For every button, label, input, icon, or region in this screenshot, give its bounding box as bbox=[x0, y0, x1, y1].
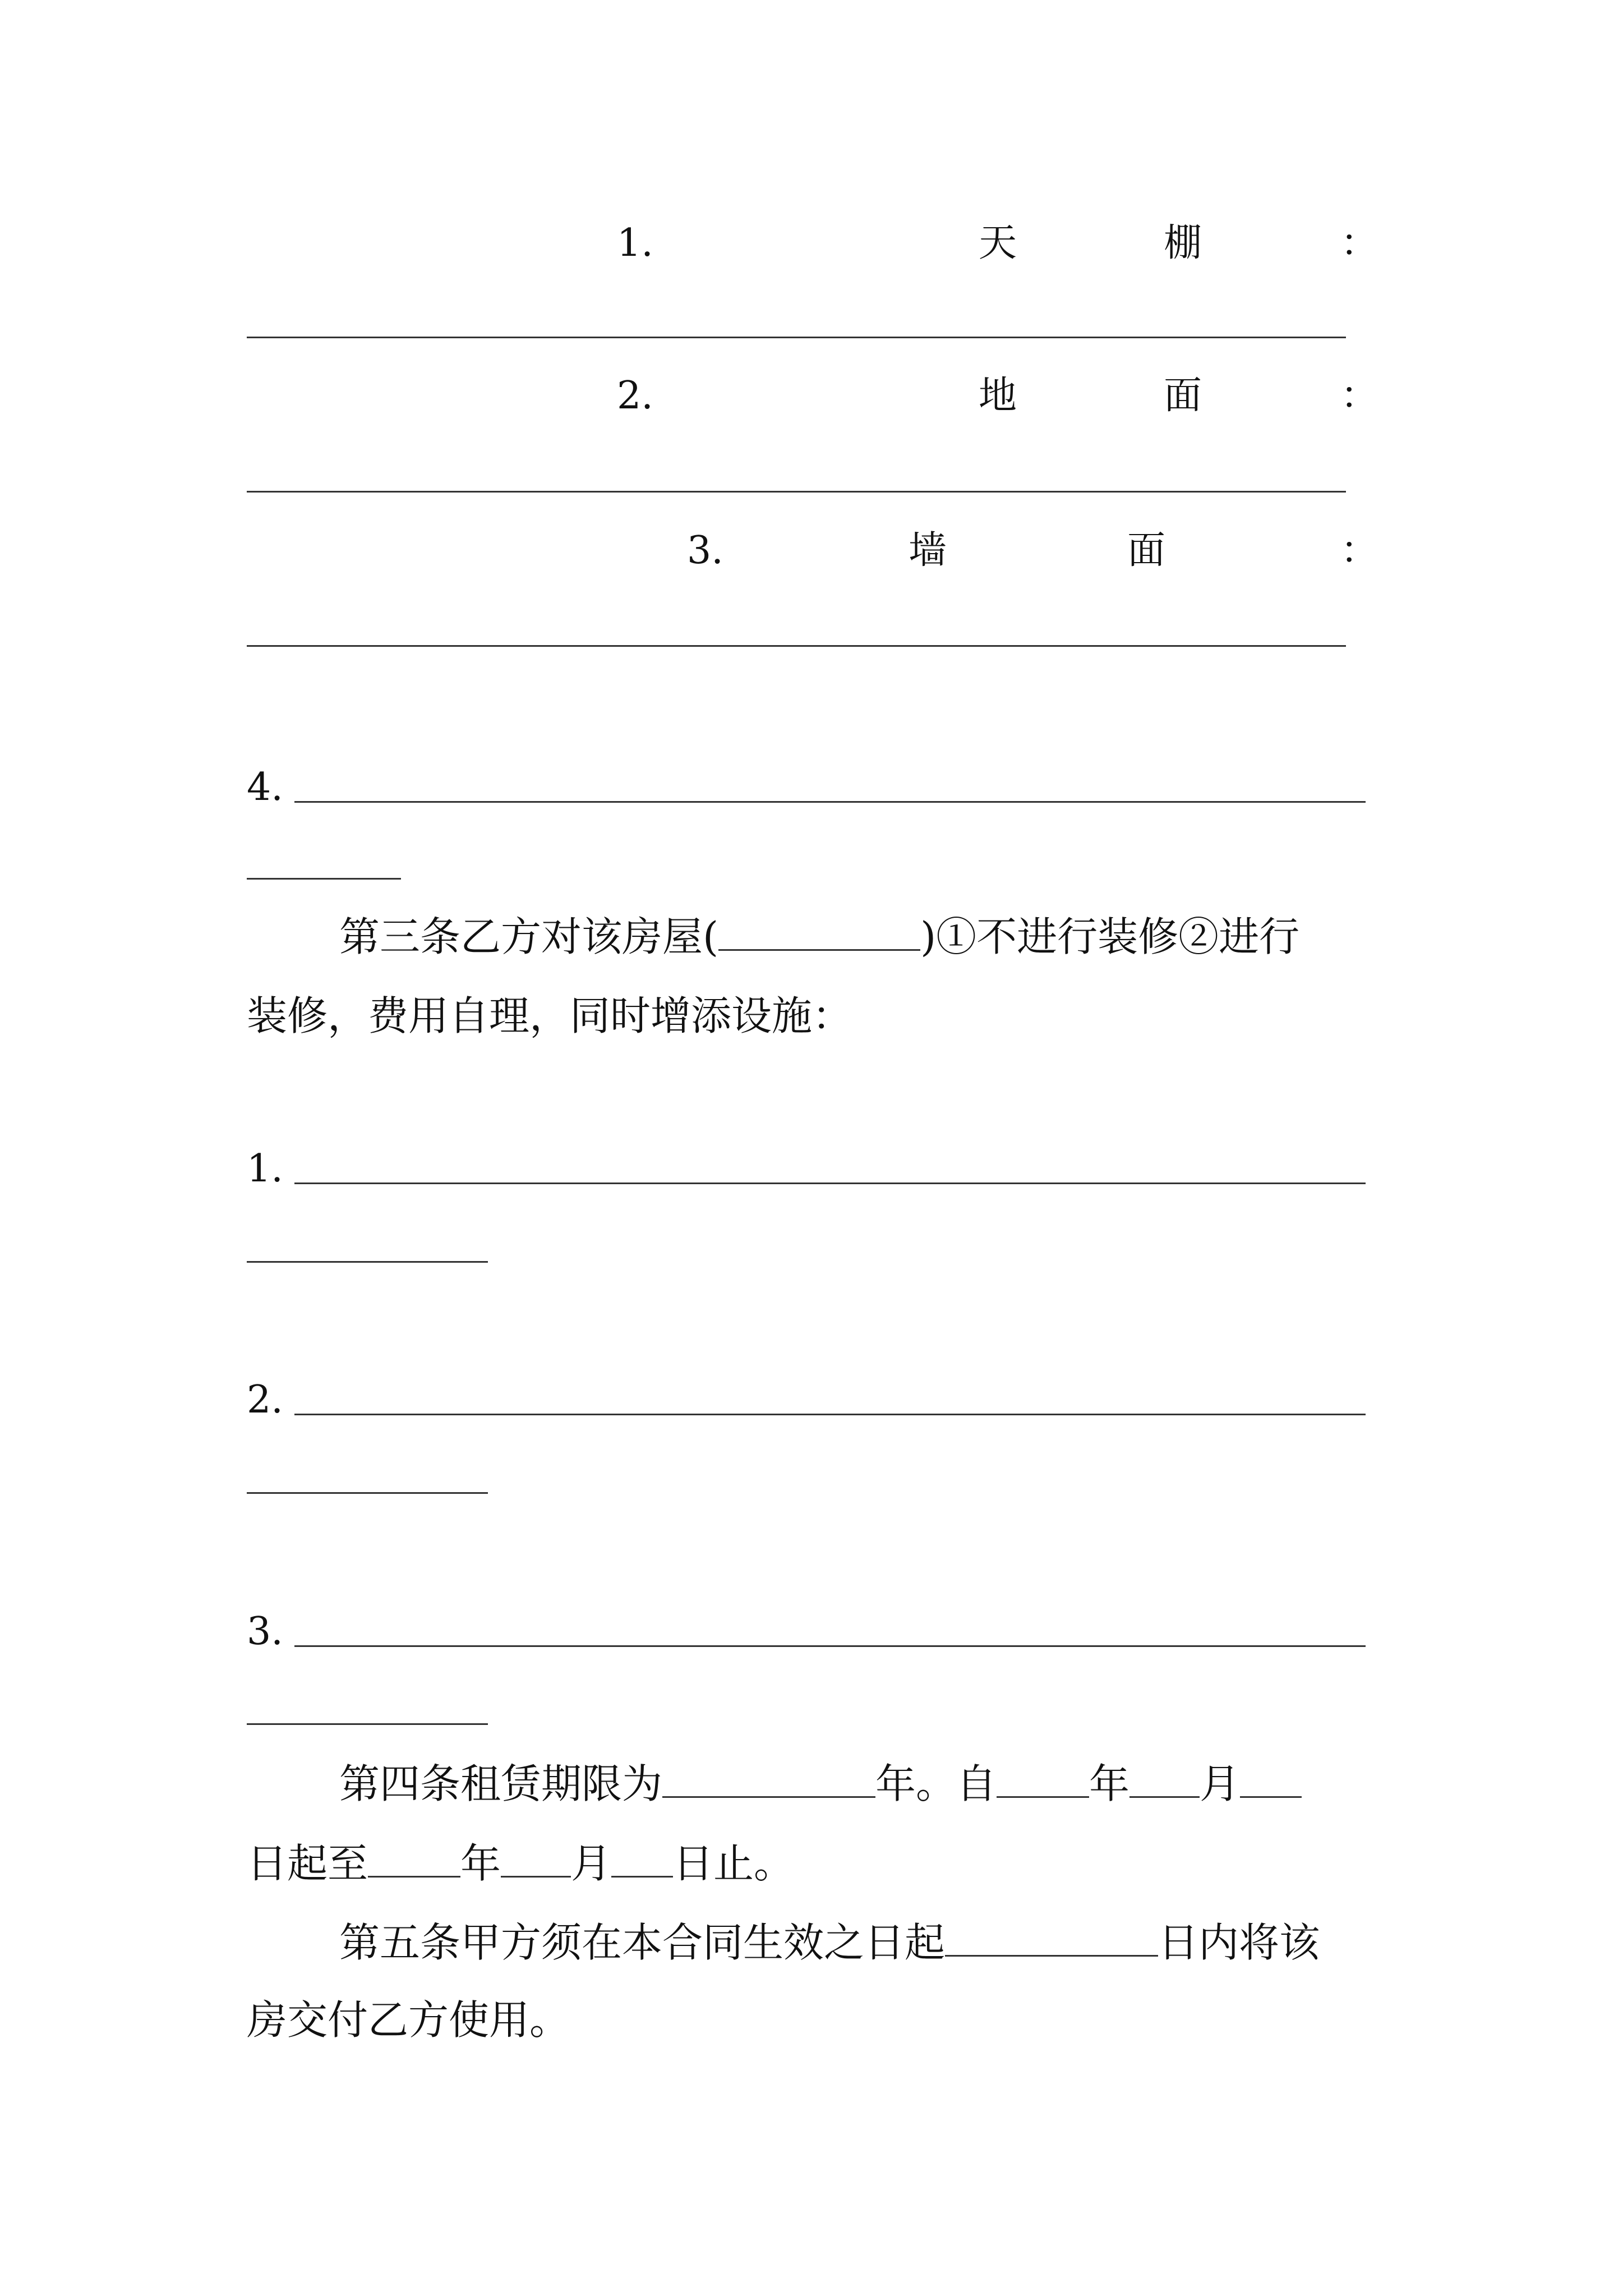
article4-text2: 年。自 bbox=[875, 1760, 997, 1807]
start-year-blank[interactable] bbox=[997, 1761, 1089, 1798]
article3-line2: 装修，费用自理，同时增添设施： bbox=[247, 992, 853, 1039]
fill-line-b1[interactable] bbox=[294, 1182, 1366, 1184]
article3-blank[interactable] bbox=[718, 914, 920, 951]
item-a3-char2: 面 bbox=[1127, 528, 1166, 573]
item-a4-number: 4. bbox=[247, 765, 283, 809]
end-month-blank[interactable] bbox=[501, 1841, 571, 1878]
article3-prefix: 第三条乙方对该房屋( bbox=[339, 913, 719, 960]
article4-text1: 第四条租赁期限为 bbox=[339, 1760, 663, 1807]
article4-text6: 年 bbox=[460, 1840, 501, 1887]
article4-line1 bbox=[339, 1760, 1302, 1807]
article3-suffix: )①不进行装修②进行 bbox=[920, 913, 1300, 960]
article5-text2: 日内将该 bbox=[1158, 1919, 1320, 1966]
article4-text5: 日起至 bbox=[247, 1840, 368, 1887]
start-month-blank[interactable] bbox=[1129, 1761, 1200, 1798]
article3-line1 bbox=[339, 913, 1300, 960]
start-day-blank[interactable] bbox=[1240, 1761, 1302, 1798]
fill-line-b3-cont[interactable] bbox=[247, 1723, 488, 1725]
fill-line-b2-cont[interactable] bbox=[247, 1492, 488, 1494]
item-a1-colon: ： bbox=[1340, 221, 1379, 265]
article4-text3: 年 bbox=[1089, 1760, 1130, 1807]
fill-line-b1-cont[interactable] bbox=[247, 1261, 488, 1263]
article5-line2: 房交付乙方使用。 bbox=[247, 1996, 570, 2044]
lease-years-blank[interactable] bbox=[662, 1761, 875, 1798]
item-b2-number: 2. bbox=[247, 1378, 283, 1422]
article4-text7: 月 bbox=[571, 1840, 612, 1887]
item-a2-char1: 地 bbox=[979, 374, 1017, 418]
article4-text8: 日止。 bbox=[673, 1840, 795, 1887]
item-a3-colon: ： bbox=[1340, 528, 1379, 573]
delivery-days-blank[interactable] bbox=[945, 1920, 1158, 1957]
item-a3-char1: 墙 bbox=[909, 528, 947, 573]
item-a1-number: 1. bbox=[617, 221, 653, 265]
item-a2-colon: ： bbox=[1340, 374, 1379, 418]
article4-line2 bbox=[247, 1840, 795, 1887]
item-a1-char2: 棚 bbox=[1164, 221, 1202, 265]
item-b3-number: 3. bbox=[247, 1609, 283, 1654]
fill-line-a1[interactable] bbox=[247, 337, 1346, 338]
article4-text4: 月 bbox=[1200, 1760, 1241, 1807]
end-day-blank[interactable] bbox=[611, 1841, 673, 1878]
fill-line-a4[interactable] bbox=[294, 801, 1366, 803]
item-a3-number: 3. bbox=[687, 528, 723, 573]
article5-line1 bbox=[339, 1919, 1320, 1966]
item-a2-char2: 面 bbox=[1164, 374, 1202, 418]
item-a2-number: 2. bbox=[617, 374, 653, 418]
fill-line-a3[interactable] bbox=[247, 645, 1346, 647]
item-a1-char1: 天 bbox=[979, 221, 1017, 265]
article5-text1: 第五条甲方须在本合同生效之日起 bbox=[339, 1919, 946, 1966]
item-b1-number: 1. bbox=[247, 1147, 283, 1191]
fill-line-a4-cont[interactable] bbox=[247, 878, 401, 880]
fill-line-b3[interactable] bbox=[294, 1645, 1366, 1647]
end-year-blank[interactable] bbox=[368, 1841, 460, 1878]
fill-line-a2[interactable] bbox=[247, 491, 1346, 493]
fill-line-b2[interactable] bbox=[294, 1414, 1366, 1415]
